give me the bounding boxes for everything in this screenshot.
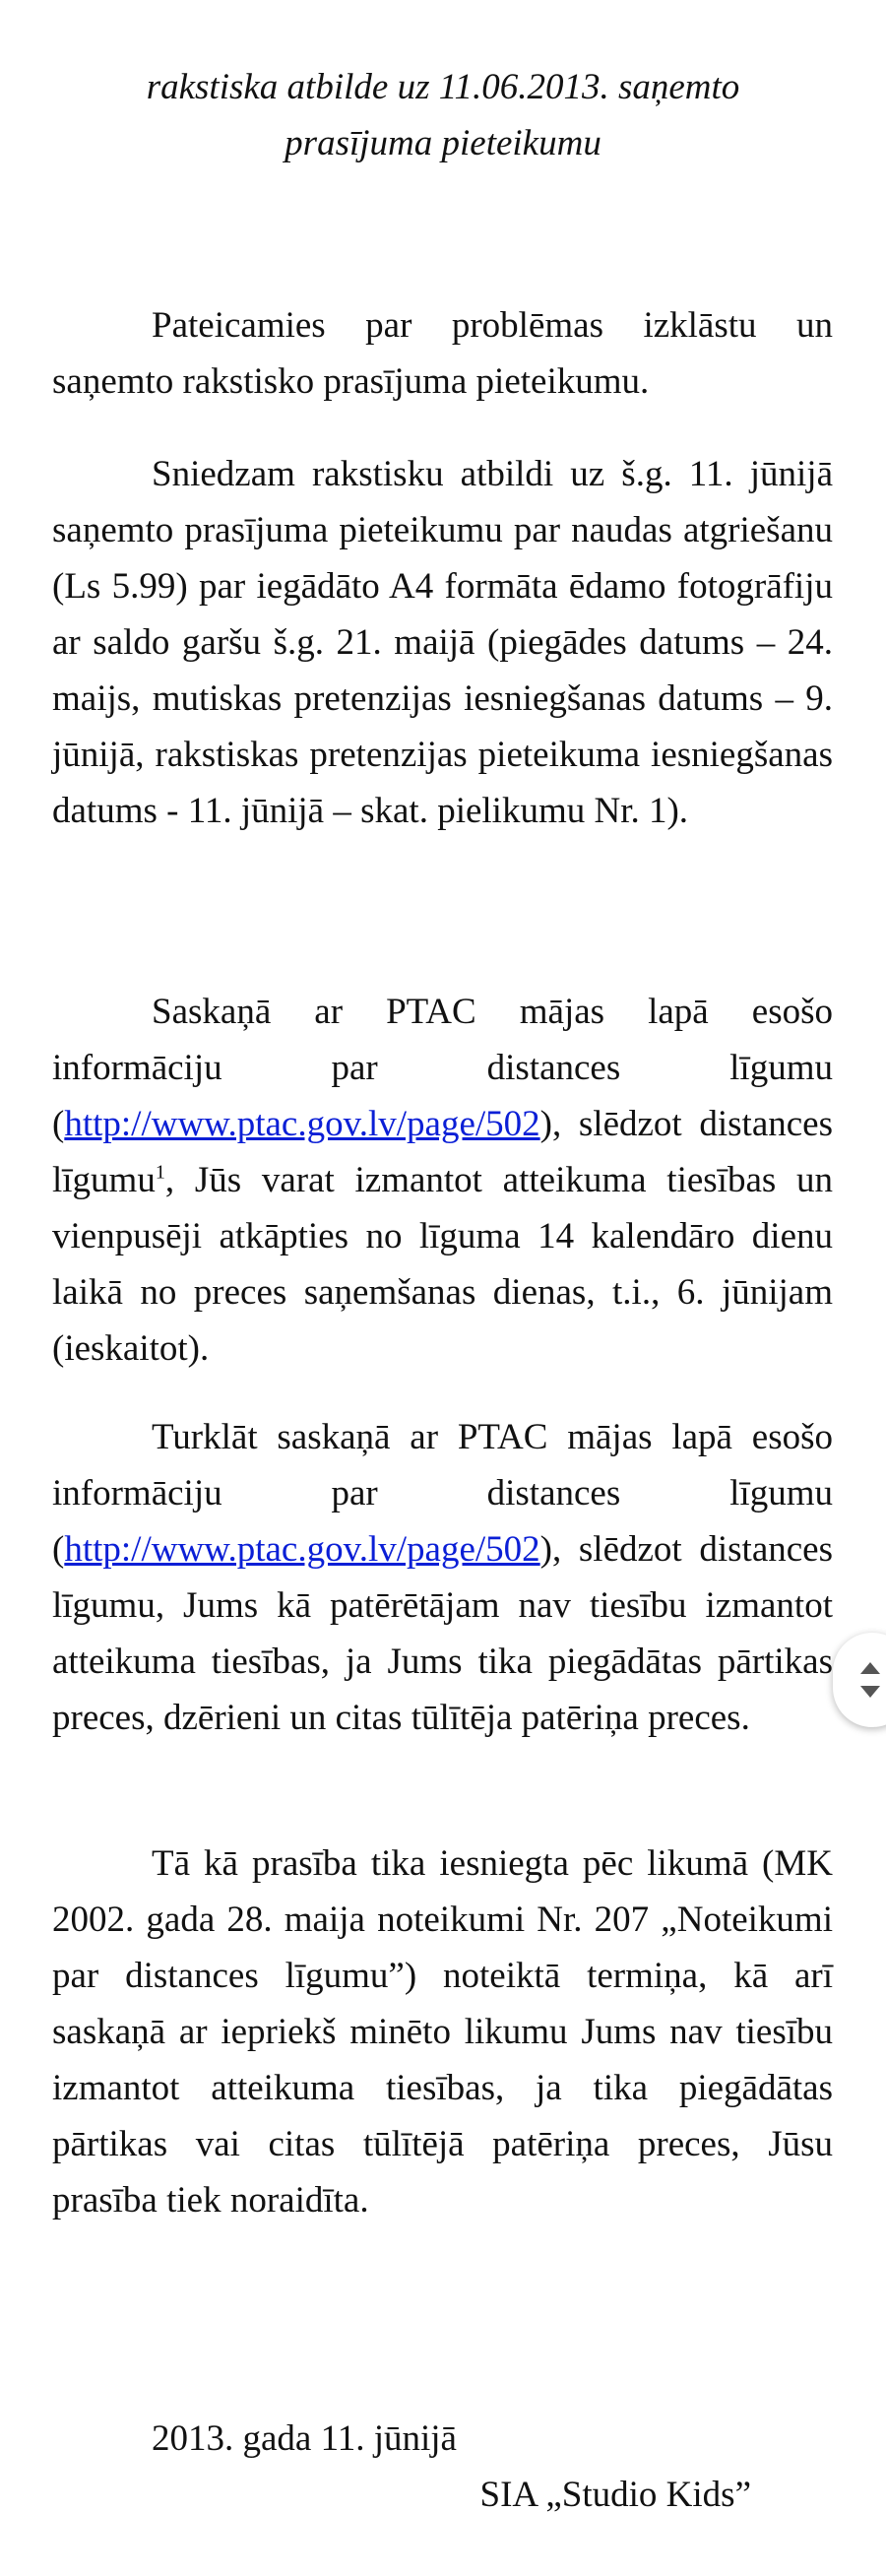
p3-text-mid: ), slēdzot distances līgumu (52, 1104, 833, 1200)
ptac-link[interactable]: http://www.ptac.gov.lv/page/502 (64, 1104, 540, 1144)
document-date: 2013. gada 11. jūnijā (152, 2418, 457, 2459)
paragraph-conclusion: Tā kā prasība tika iesniegta pēc likumā (MK 2002. gada 28. maija noteikumi Nr. 207 „Noteikumi par distances līgumu”) noteiktā termiņa, kā arī saskaņā ar iepriekš minēto likumu Jums nav tiesību izmantot atteikuma tiesības, ja tika piegādātas pārtikas vai citas tūlītējā patēriņa preces, Jūsu prasība tiek noraidīta. (52, 1843, 833, 2221)
ptac-link-2[interactable]: http://www.ptac.gov.lv/page/502 (64, 1529, 540, 1570)
p4-text-before-link: Turklāt saskaņā ar PTAC mājas lapā esošo informāciju par distances līgumu ( (52, 1417, 833, 1570)
p3-text-after: , Jūs varat izmantot atteikuma tiesības un vienpusēji atkāpties no līguma 14 kalendāro dienu laikā no preces saņemšanas dienas, t.i., 6. jūnijam (ieskaitot). (52, 1160, 833, 1369)
scroll-up-down-icon (851, 1654, 886, 1706)
paragraph-thanks: Pateicamies par problēmas izklāstu un saņemto rakstisko prasījuma pieteikumu. (52, 305, 833, 402)
footnote-marker: 1 (155, 1161, 165, 1184)
title-line-2: prasījuma pieteikumu (285, 123, 601, 163)
paragraph-exceptions (52, 1409, 833, 1746)
document-signature: SIA „Studio Kids” (479, 2475, 751, 2515)
paragraph-response: Sniedzam rakstisku atbildi uz š.g. 11. jūnijā saņemto prasījuma pieteikumu par naudas atgriešanu (Ls 5.99) par iegādāto A4 formāta ēdamo fotogrāfiju ar saldo garšu š.g. 21. maijā (piegādes datums – 24. maijs, mutiskas pretenzijas iesniegšanas datums – 9. jūnijā, rakstiskas pretenzijas pieteikuma iesniegšanas datums - 11. jūnijā – skat. pielikumu Nr. 1). (52, 454, 833, 831)
p3-text-before-link: Saskaņā ar PTAC mājas lapā esošo informāciju par distances līgumu ( (52, 992, 833, 1144)
paragraph-withdrawal-rights (52, 984, 833, 1377)
p4-text-after: ), slēdzot distances līgumu, Jums kā patērētājam nav tiesību izmantot atteikuma tiesības, ja Jums tika piegādātas pārtikas preces, dzērieni un citas tūlītēja patēriņa preces. (52, 1529, 833, 1738)
title-line-1: rakstiska atbilde uz 11.06.2013. saņemto (146, 67, 740, 107)
document-title (0, 59, 886, 171)
